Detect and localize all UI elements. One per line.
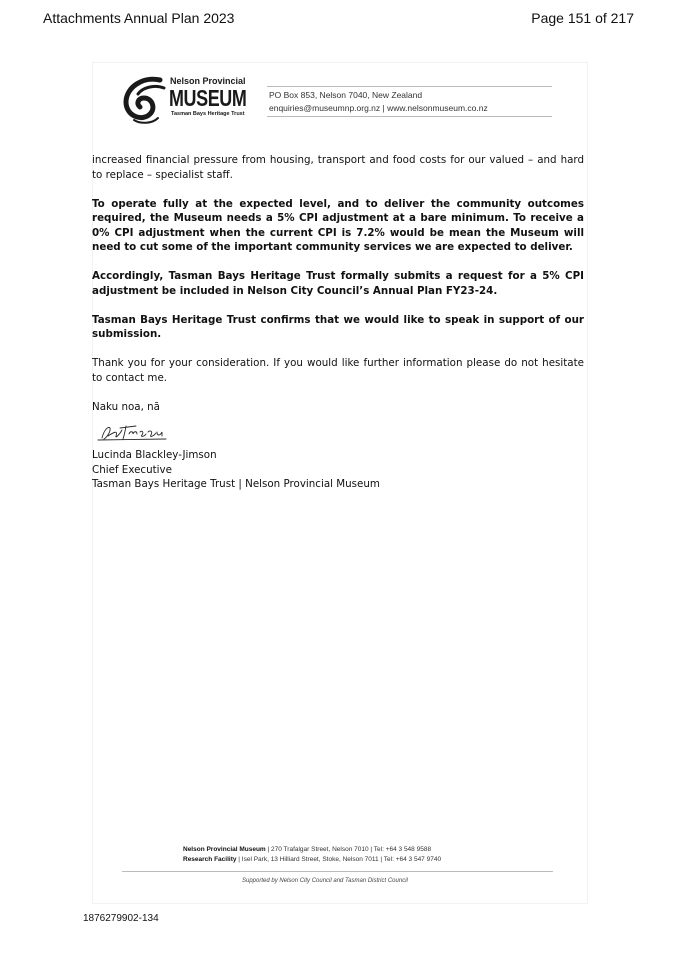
museum-logo xyxy=(120,74,250,128)
document-id: 1876279902-134 xyxy=(83,913,159,924)
logo-line-1: Nelson Provincial xyxy=(170,76,246,86)
signatory-organisation: Tasman Bays Heritage Trust | Nelson Provincial Museum xyxy=(92,478,380,490)
footer-research-label: Research Facility xyxy=(183,856,237,863)
page-number: Page 151 of 217 xyxy=(531,10,634,26)
logo-line-3: Tasman Bays Heritage Trust xyxy=(171,111,245,117)
paragraph-1: increased financial pressure from housing, transport and food costs for our valued – and hard to replace – specialist staff. xyxy=(92,154,584,181)
signatory-title: Chief Executive xyxy=(92,463,172,476)
handwritten-signature xyxy=(96,420,176,444)
document-header-title: Attachments Annual Plan 2023 xyxy=(43,10,235,26)
email-web: enquiries@museumnp.org.nz | www.nelsonmuseum.co.nz xyxy=(269,103,488,113)
footer-museum-line xyxy=(183,845,493,855)
spiral-logo-icon xyxy=(120,74,168,126)
footer-research-detail: | Isel Park, 13 Hilliard Street, Stoke, Nelson 7011 | Tel: +64 3 547 9740 xyxy=(238,856,442,863)
letterhead-rule-bottom xyxy=(267,116,552,117)
letter-footer xyxy=(183,845,493,865)
logo-line-2: MUSEUM xyxy=(169,85,247,111)
footer-museum-detail: | 270 Trafalgar Street, Nelson 7010 | Tel: +64 3 548 9588 xyxy=(267,846,432,853)
closing: Naku noa, nā xyxy=(92,400,160,413)
paragraph-5: Thank you for your consideration. If you would like further information please do not hesitate to contact me. xyxy=(92,357,584,384)
footer-museum-label: Nelson Provincial Museum xyxy=(183,846,266,853)
postal-address: PO Box 853, Nelson 7040, New Zealand xyxy=(269,90,423,100)
footer-research-line xyxy=(183,855,493,865)
letterhead-contact xyxy=(267,86,552,117)
paragraph-3: Accordingly, Tasman Bays Heritage Trust formally submits a request for a 5% CPI adjustment be included in Nelson City Council’s Annual Plan FY23-24. xyxy=(92,270,584,297)
paragraph-2: To operate fully at the expected level, and to deliver the community outcomes required, the Museum needs a 5% CPI adjustment at a bare minimum. To receive a 0% CPI adjustment when the current CPI is 7.2% would be mean the Museum will need to cut some of the important community services we are expected to deliver. xyxy=(92,197,584,253)
footer-rule xyxy=(122,871,553,872)
paragraph-4: Tasman Bays Heritage Trust confirms that we would like to speak in support of our submission. xyxy=(92,313,584,340)
signatory-name: Lucinda Blackley-Jimson xyxy=(92,449,217,461)
footer-supported: Supported by Nelson City Council and Tasman District Council xyxy=(242,878,408,884)
letter-body xyxy=(92,153,584,492)
